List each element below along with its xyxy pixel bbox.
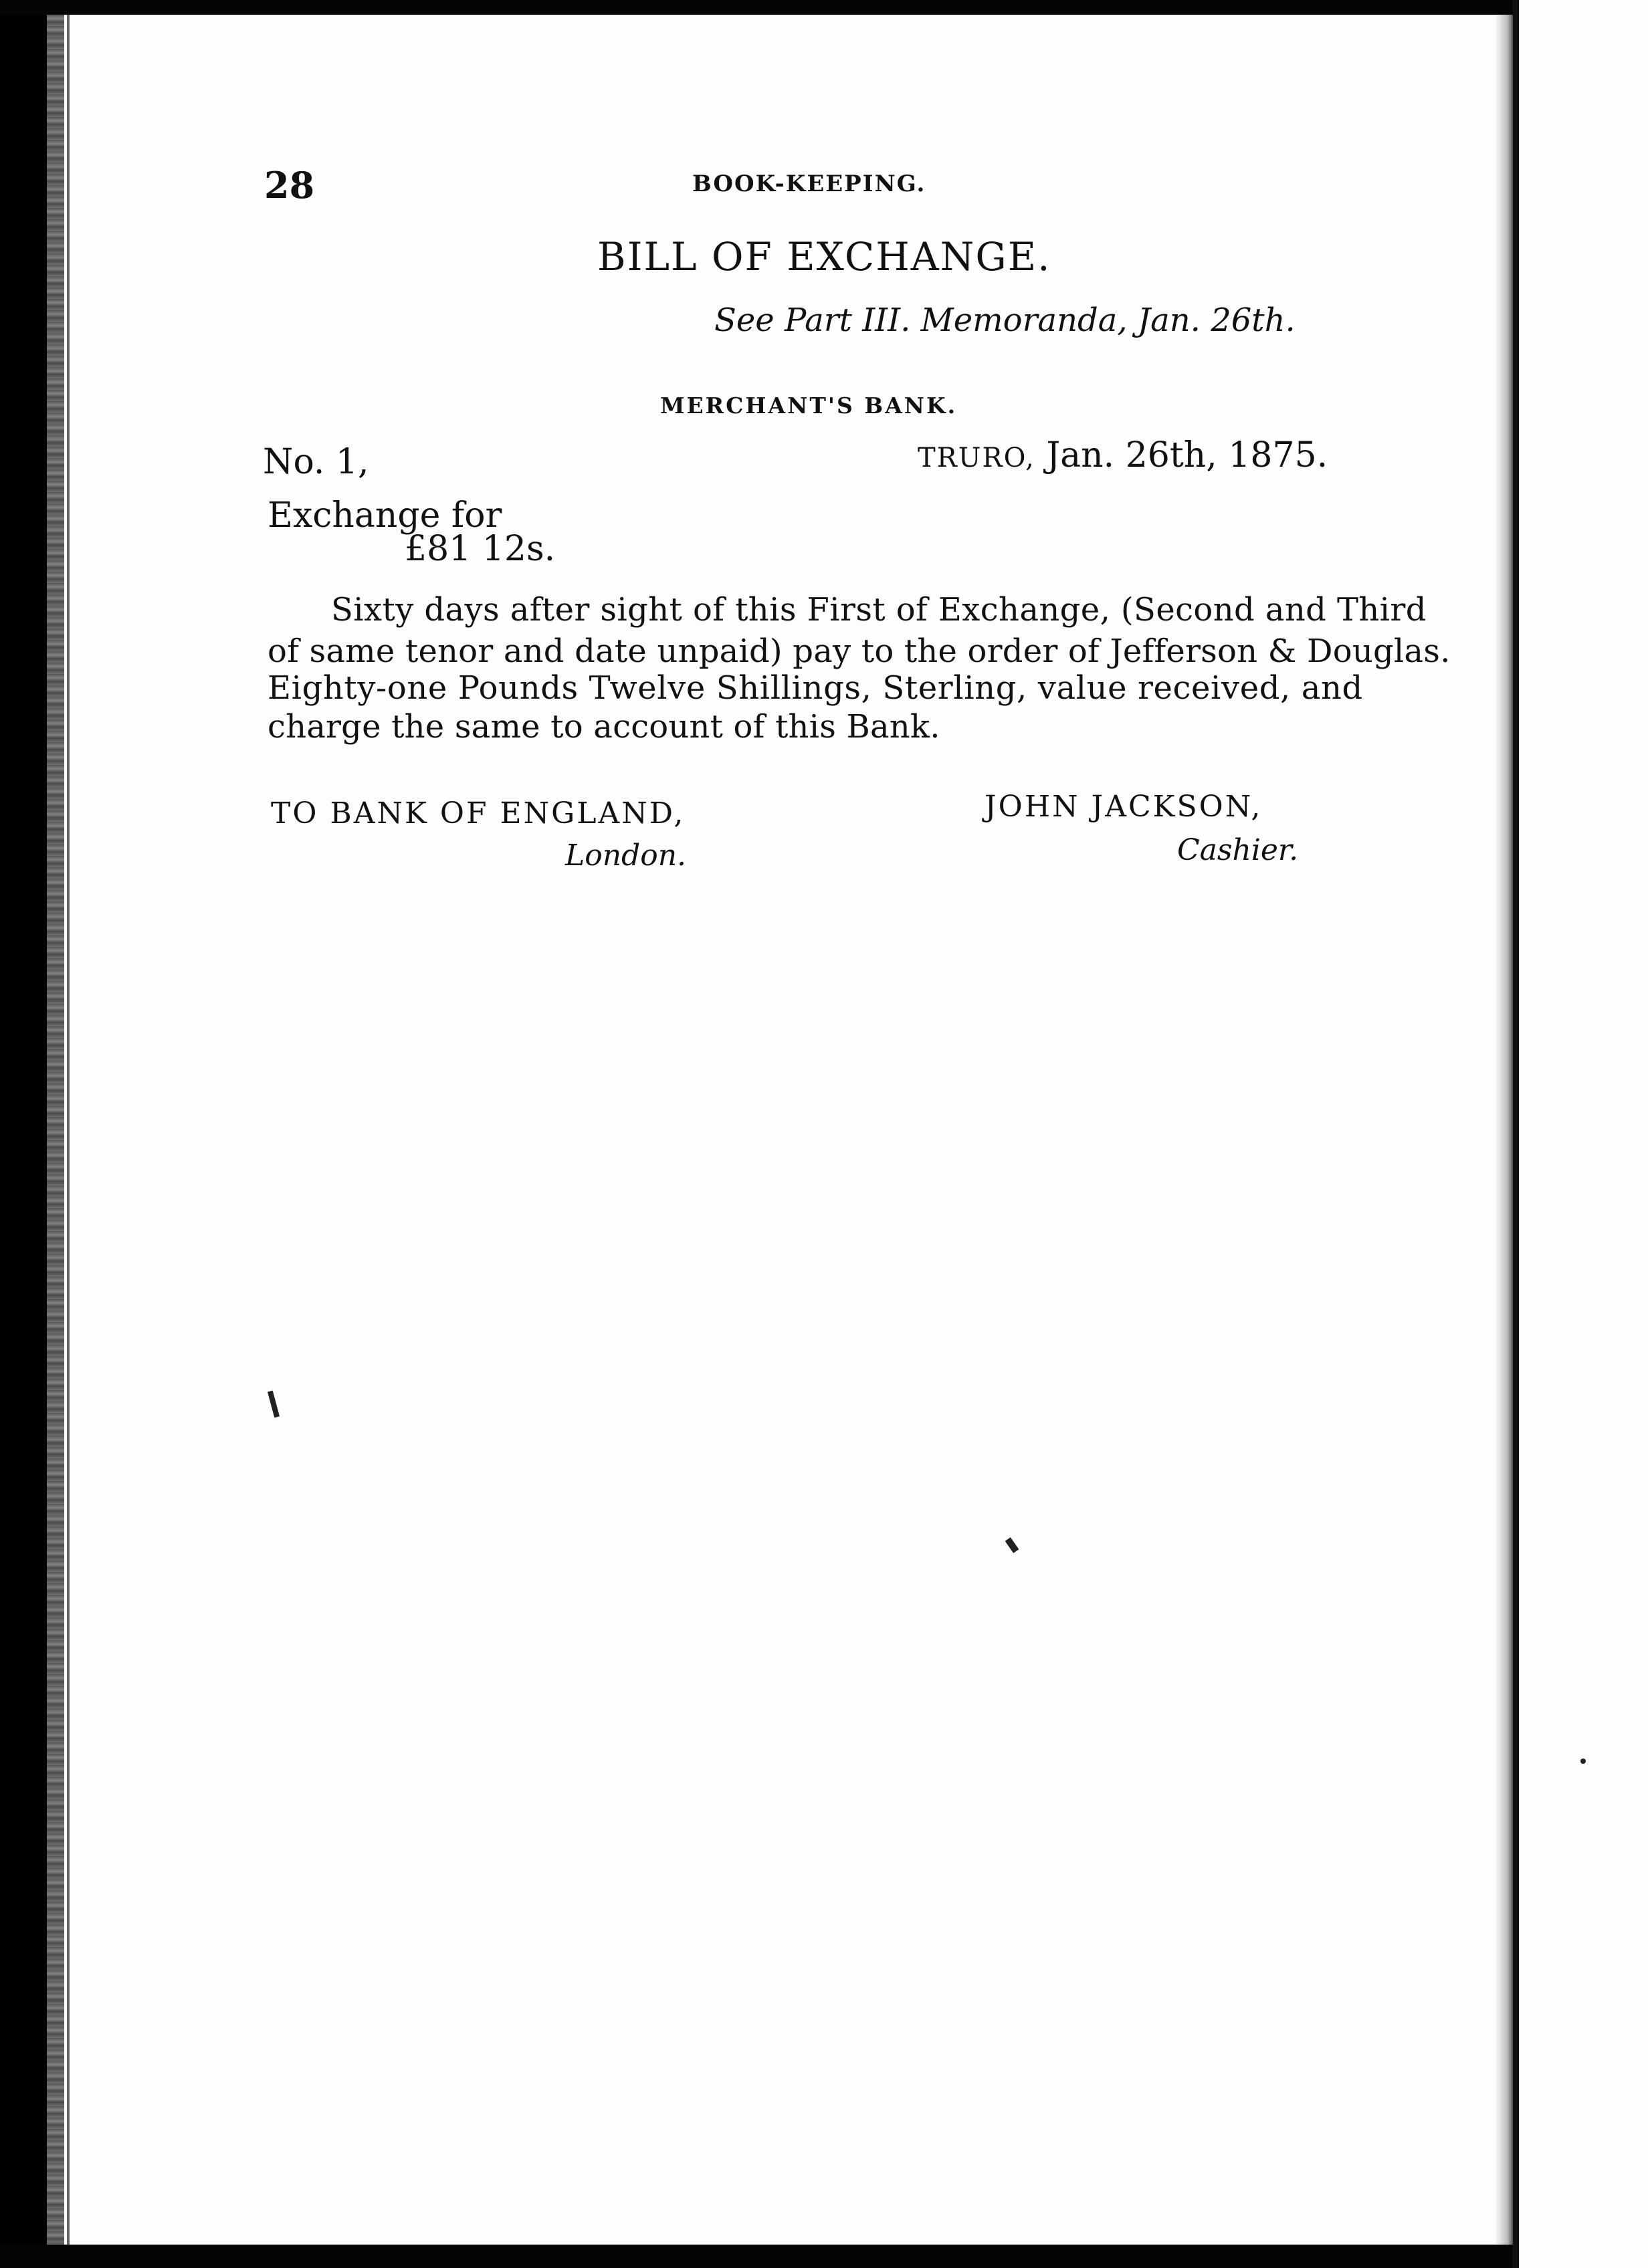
book-binding-edge (47, 15, 64, 2245)
page-right-shadow (1495, 15, 1513, 2245)
body-line: Eighty-one Pounds Twelve Shillings, Sterling, value received, and (268, 669, 1363, 707)
body-line: of same tenor and date unpaid) pay to the order of Jefferson & Douglas. (268, 633, 1451, 670)
memoranda-reference: See Part III. Memoranda, Jan. 26th. (714, 302, 1296, 339)
page-number: 28 (264, 164, 315, 207)
place-and-date (918, 435, 1328, 475)
date: Jan. 26th, 1875. (1046, 435, 1328, 475)
place: TRURO, (918, 443, 1035, 473)
bill-number: No. 1, (263, 442, 369, 482)
page-divider-rule (1513, 0, 1519, 2268)
running-head: BOOK-KEEPING. (692, 171, 926, 197)
addressee-city: London. (565, 838, 687, 873)
body-line: charge the same to account of this Bank. (268, 708, 940, 746)
exchange-label: Exchange for (268, 495, 502, 536)
scan-bottom-border (0, 2245, 1513, 2268)
exchange-amount: £81 12s. (405, 529, 556, 569)
page-gutter-line (67, 15, 70, 2245)
signer-title: Cashier. (1177, 833, 1299, 867)
document-title: BILL OF EXCHANGE. (597, 234, 1051, 279)
scan-top-border (0, 0, 1513, 15)
body-line: Sixty days after sight of this First of Exchange, (Second and Third (331, 591, 1427, 629)
ink-speck (1580, 1759, 1586, 1764)
book-page (47, 15, 1515, 2245)
signer-name: JOHN JACKSON, (985, 790, 1263, 824)
bank-name: MERCHANT'S BANK. (660, 392, 958, 419)
next-page-edge (1513, 0, 1648, 2268)
addressee: TO BANK OF ENGLAND, (271, 796, 686, 830)
